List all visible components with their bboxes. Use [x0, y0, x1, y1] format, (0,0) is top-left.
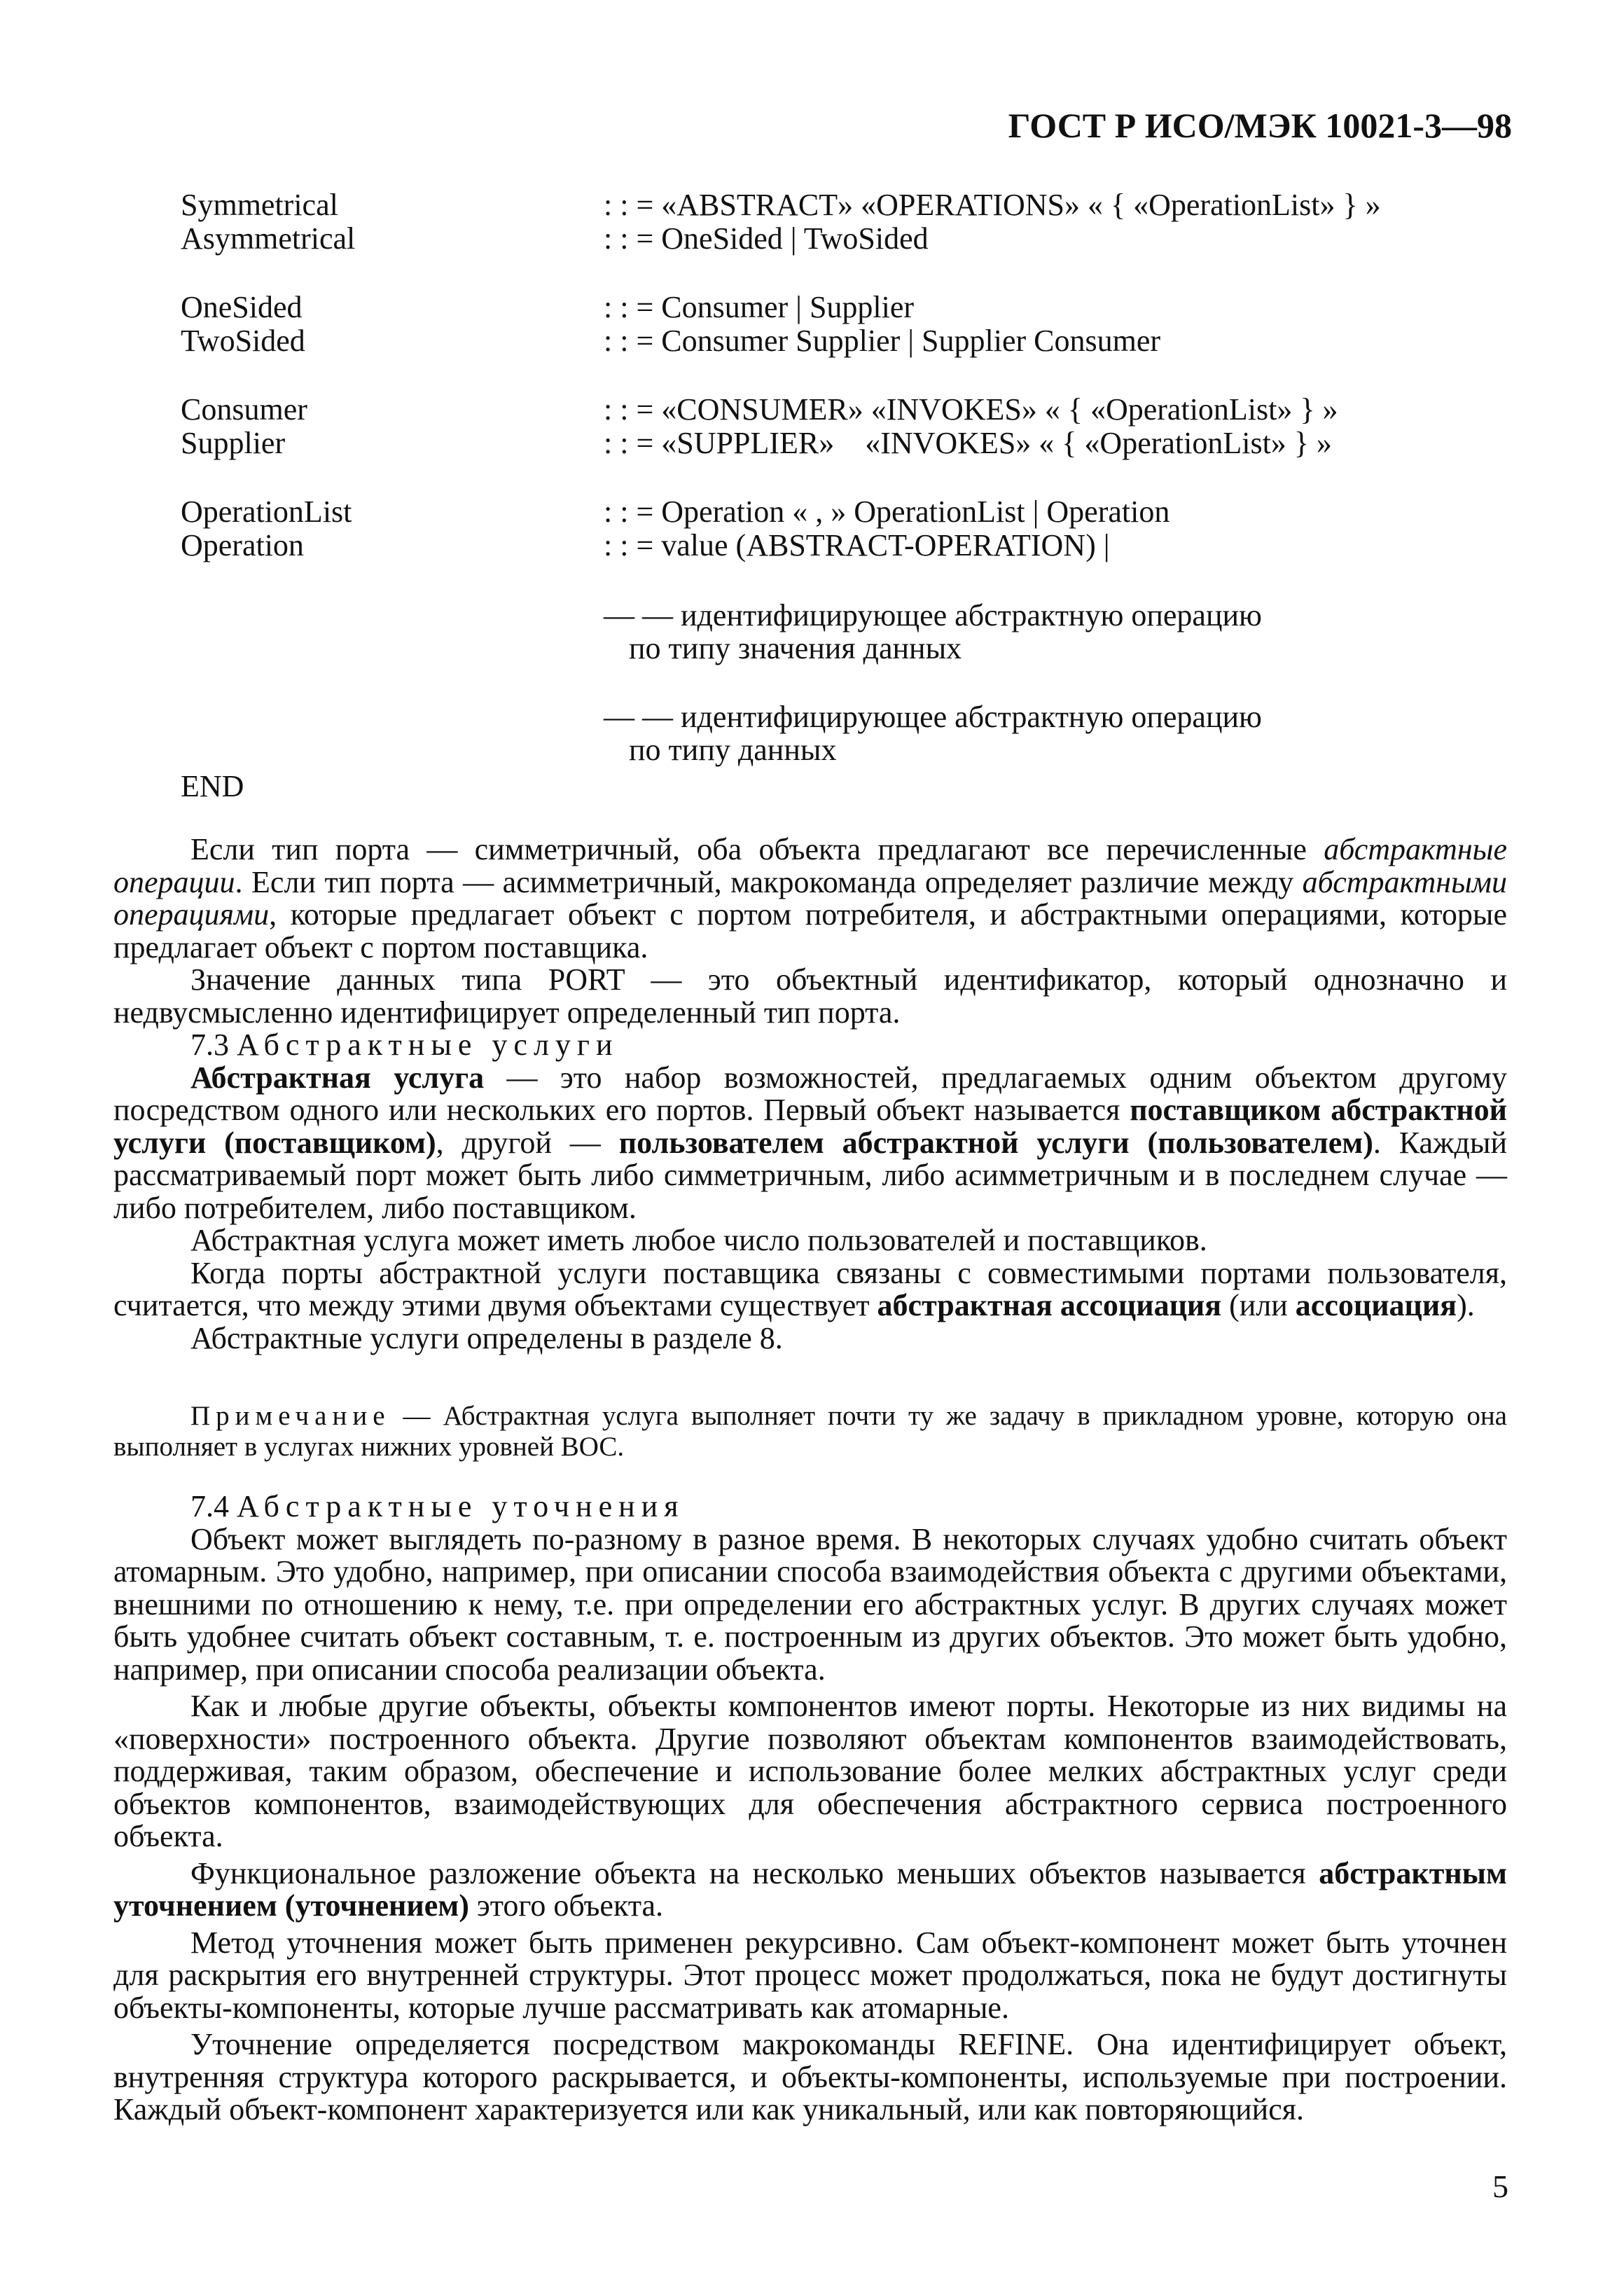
paragraph — [113, 834, 1507, 964]
end-keyword: END — [181, 769, 244, 803]
grammar-row — [0, 426, 1617, 461]
text-run: — это набор возможностей, предлагаемых одним объектом другому посредством одного или нескольких его портов. Первый объект называется — [113, 1060, 1508, 1127]
comment-line: по типу значения данных — [629, 631, 962, 665]
grammar-lhs: TwoSided — [181, 324, 305, 358]
bold-term: поставщиком абстрактной услуги (поставщиком) — [113, 1093, 1508, 1160]
italic-term: абстрактные операции — [113, 832, 1507, 899]
grammar-lhs: OperationList — [181, 495, 352, 529]
grammar-rhs: : : = «SUPPLIER» «INVOKES» « { «OperationList» } » — [604, 426, 1332, 460]
grammar-lhs: Symmetrical — [181, 188, 338, 222]
grammar-lhs: Supplier — [181, 426, 286, 460]
paragraph — [113, 1062, 1507, 1225]
grammar-row — [0, 495, 1617, 530]
italic-term: абстрактными операциями — [113, 864, 1507, 932]
grammar-row — [0, 324, 1617, 359]
section-number: 7.4 — [190, 1489, 229, 1523]
text-run: . Если тип порта — асимметричный, макрокоманда определяет различие между — [235, 864, 1303, 899]
paragraph — [113, 1855, 1507, 1923]
grammar-lhs: OneSided — [181, 290, 303, 324]
body-text-block — [113, 1491, 1507, 2126]
text-run: ). — [1457, 1288, 1475, 1322]
text-run: Если тип порта — симметричный, оба объекта предлагают все перечисленные — [190, 832, 1324, 866]
document-header: ГОСТ Р ИСО/МЭК 10021-3—98 — [1008, 106, 1512, 145]
paragraph: Значение данных типа PORT — это объектный идентификатор, который однозначно и недвусмысленно идентифицирует определенный тип порта. — [113, 962, 1507, 1030]
section-title: Абстрактные услуги — [237, 1028, 619, 1062]
grammar-row — [0, 221, 1617, 256]
grammar-lhs: Consumer — [181, 392, 307, 427]
page-number: 5 — [1492, 2169, 1508, 2204]
grammar-lhs: Asymmetrical — [181, 221, 356, 256]
paragraph: Метод уточнения может быть применен рекурсивно. Сам объект-компонент может быть уточнен для раскрытия его внутренней структуры. Этот процесс может продолжаться, пока не будут достигнуты объекты-компоненты, которые лучше рассматривать как атомарные. — [113, 1925, 1507, 2025]
comment-line: по типу данных — [629, 733, 837, 767]
paragraph: Абстрактные услуги определены в разделе 8. — [190, 1320, 783, 1355]
grammar-row — [0, 392, 1617, 427]
bold-term: абстрактным уточнением (уточнением) — [113, 1855, 1507, 1923]
paragraph: Объект может выглядеть по-разному в разное время. В некоторых случаях удобно считать объект атомарным. Это удобно, например, при описании способа взаимодействия объекта с другими объектами, внешними по отношению к нему, т.е. при определении его абстрактных услуг. В других случаях может быть удобнее считать объект составным, т. е. построенным из других объектов. Это может быть удобно, например, при описании способа реализации объекта. — [113, 1521, 1507, 1687]
section-title: Абстрактные уточнения — [237, 1489, 685, 1523]
text-run: , другой — — [436, 1125, 619, 1160]
text-run: (или — [1221, 1288, 1296, 1322]
body-text-block — [113, 834, 1507, 1355]
bold-term: Абстрактная услуга — [190, 1060, 485, 1095]
text-run: этого объекта. — [469, 1888, 664, 1923]
text-run: Функциональное разложение объекта на несколько меньших объектов называется — [190, 1855, 1319, 1890]
text-run: , которые предлагает объект с портом потребителя, и абстрактными операциями, которые предлагает объект с портом поставщика. — [113, 897, 1507, 964]
grammar-rhs: : : = Operation « , » OperationList | Operation — [604, 495, 1170, 529]
bold-term: ассоциация — [1295, 1288, 1457, 1322]
grammar-row — [0, 528, 1617, 563]
section-heading — [113, 1029, 1507, 1062]
comment-line: — — идентифицирующее абстрактную операцию — [604, 700, 1262, 734]
grammar-row — [0, 188, 1617, 223]
paragraph — [113, 1257, 1507, 1322]
grammar-comment — [604, 599, 1262, 665]
note-label: Примечание — [190, 1401, 391, 1431]
note-text: — Абстрактная услуга выполняет почти ту же задачу в прикладном уровне, которую она выполняет в услугах нижних уровней ВОС. — [113, 1401, 1507, 1462]
paragraph: Как и любые другие объекты, объекты компонентов имеют порты. Некоторые из них видимы на «поверхности» построенного объекта. Другие позволяют объектам компонентов взаимодействовать, поддерживая, таким образом, обеспечение и использование более мелких абстрактных услуг среди объектов компонентов, взаимодействующих для обеспечения абстрактного сервиса построенного объекта. — [113, 1689, 1507, 1853]
paragraph: Уточнение определяется посредством макрокоманды REFINE. Она идентифицирует объект, внутренняя структура которого раскрывается, и объекты-компоненты, используемые при построении. Каждый объект-компонент характеризуется или как уникальный, или как повторяющийся. — [113, 2027, 1507, 2126]
note — [113, 1401, 1507, 1462]
paragraph: Абстрактная услуга может иметь любое число пользователей и поставщиков. — [190, 1223, 1207, 1257]
section-heading — [113, 1491, 1507, 1523]
bold-term: абстрактная ассоциация — [877, 1288, 1222, 1322]
grammar-lhs: Operation — [181, 528, 304, 562]
text-run: Когда порты абстрактной услуги поставщика связаны с совместимыми портами пользователя, считается, что между этими двумя объектами существует — [113, 1255, 1507, 1322]
section-number: 7.3 — [190, 1028, 229, 1062]
comment-line: — — идентифицирующее абстрактную операцию — [604, 598, 1262, 632]
grammar-rhs: : : = «ABSTRACT» «OPERATIONS» « { «OperationList» } » — [604, 188, 1381, 222]
grammar-rhs: : : = Consumer | Supplier — [604, 290, 915, 324]
bold-term: пользователем абстрактной услуги (пользователем) — [618, 1125, 1373, 1160]
grammar-rhs: : : = OneSided | TwoSided — [604, 221, 929, 256]
grammar-row — [0, 290, 1617, 325]
grammar-rhs: : : = «CONSUMER» «INVOKES» « { «OperationList» } » — [604, 392, 1338, 427]
grammar-rhs: : : = Consumer Supplier | Supplier Consumer — [604, 324, 1161, 358]
grammar-rhs: : : = value (ABSTRACT-OPERATION) | — [604, 528, 1110, 562]
text-run: . Каждый рассматриваемый порт может быть либо симметричным, либо асимметричным и в последнем случае — либо потребителем, либо поставщиком. — [113, 1125, 1507, 1225]
grammar-comment — [604, 700, 1262, 766]
